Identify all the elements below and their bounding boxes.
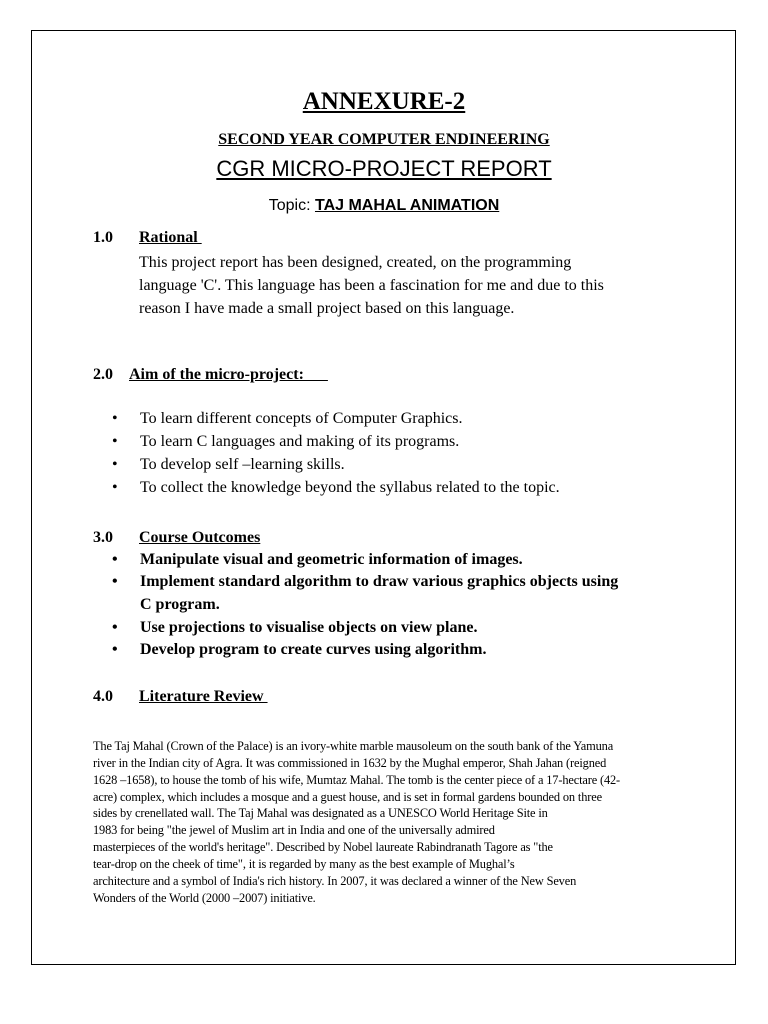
bullet-icon: • — [112, 573, 118, 590]
literature-line: architecture and a symbol of India's rich history. In 2007, it was declared a winner of the New Seven — [93, 874, 577, 888]
section-title-rational: Rational — [139, 229, 202, 246]
bullet-icon: • — [112, 410, 118, 427]
section-number-literature: 4.0 — [93, 688, 113, 705]
literature-line: tear-drop on the cheek of time", it is regarded by many as the best example of Mughal’s — [93, 857, 515, 871]
literature-line: 1628 –1658), to house the tomb of his wife, Mumtaz Mahal. The tomb is the center piece of a 17-hectare (42- — [93, 773, 621, 787]
section-title-outcomes: Course Outcomes — [139, 529, 261, 546]
rational-line: reason I have made a small project based on this language. — [139, 300, 515, 317]
literature-line: 1983 for being "the jewel of Muslim art in India and one of the universally admired — [93, 823, 495, 837]
literature-line: river in the Indian city of Agra. It was commissioned in 1632 by the Mughal emperor, Shah Jahan (reigned — [93, 756, 607, 770]
bullet-icon: • — [112, 456, 118, 473]
section-number-outcomes: 3.0 — [93, 529, 113, 546]
bullet-icon: • — [112, 619, 118, 636]
rational-line: This project report has been designed, created, on the programming — [139, 254, 572, 271]
report-title: CGR MICRO-PROJECT REPORT — [216, 156, 552, 181]
section-number-aim: 2.0 — [93, 366, 113, 383]
bullet-icon: • — [112, 641, 118, 658]
bullet-icon: • — [112, 433, 118, 450]
topic-label: Topic: — [268, 197, 315, 214]
section-title-aim: Aim of the micro-project: — [129, 366, 328, 383]
topic-line — [0, 197, 768, 215]
bullet-icon: • — [112, 551, 118, 568]
literature-line: masterpieces of the world's heritage". Described by Nobel laureate Rabindranath Tagore as "the — [93, 840, 553, 854]
annexure-title: ANNEXURE-2 — [302, 88, 466, 115]
bullet-icon: • — [112, 479, 118, 496]
rational-line: language 'C'. This language has been a fascination for me and due to this — [139, 277, 604, 294]
section-title-literature: Literature Review — [139, 688, 268, 705]
list-item-continuation: C program. — [140, 596, 220, 613]
department-heading: SECOND YEAR COMPUTER ENDINEERING — [218, 131, 550, 148]
section-number-rational: 1.0 — [93, 229, 113, 246]
literature-line: The Taj Mahal (Crown of the Palace) is an ivory-white marble mausoleum on the south bank of the Yamuna — [93, 739, 614, 753]
literature-line: acre) complex, which includes a mosque and a guest house, and is set in formal gardens bounded on three — [93, 790, 602, 804]
literature-line: Wonders of the World (2000 –2007) initiative. — [93, 891, 316, 905]
topic-value: TAJ MAHAL ANIMATION — [314, 197, 500, 214]
literature-line: sides by crenellated wall. The Taj Mahal was designated as a UNESCO World Heritage Site in — [93, 806, 548, 820]
